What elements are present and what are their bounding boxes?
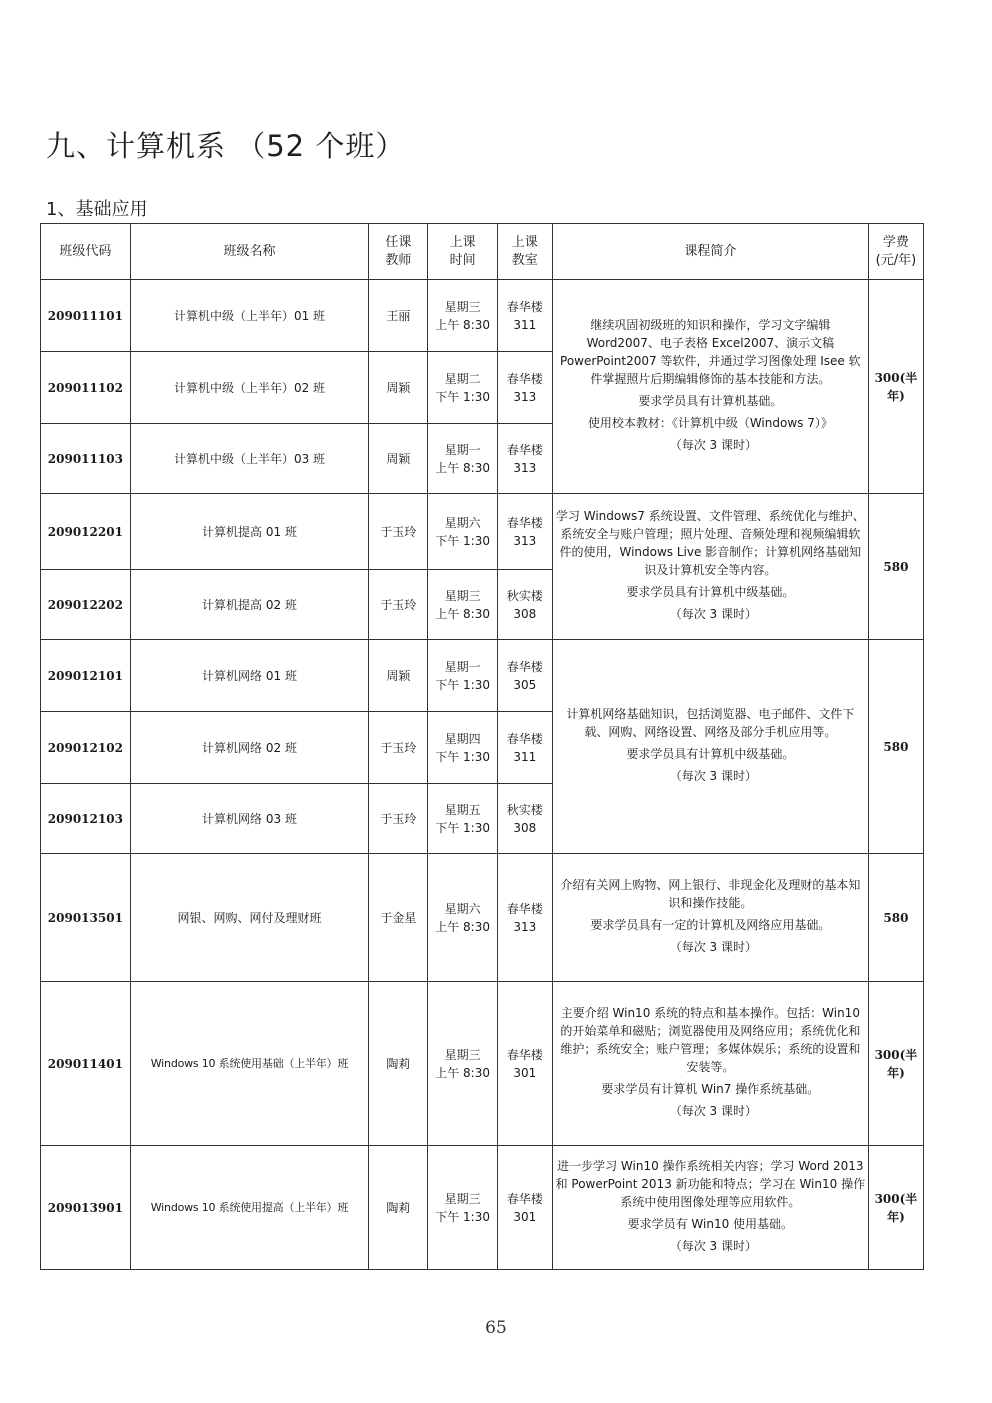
table-row <box>41 854 924 982</box>
classroom: 秋实楼 308 <box>497 784 552 854</box>
class-name: 计算机中级（上半年）02 班 <box>130 352 369 424</box>
class-time: 星期二 下午 1:30 <box>428 352 497 424</box>
tuition-fee: 580 <box>868 494 923 640</box>
header-desc: 课程简介 <box>552 224 868 280</box>
teacher: 于玉玲 <box>369 570 428 640</box>
class-code: 209012101 <box>41 640 131 712</box>
header-code: 班级代码 <box>41 224 131 280</box>
teacher: 周颖 <box>369 424 428 494</box>
header-room: 上课 教室 <box>497 224 552 280</box>
class-time: 星期三 上午 8:30 <box>428 280 497 352</box>
teacher: 周颖 <box>369 640 428 712</box>
tuition-fee: 580 <box>868 640 923 854</box>
course-description: 继续巩固初级班的知识和操作，学习文字编辑 Word2007、电子表格 Excel2007、演示文稿 PowerPoint2007 等软件，并通过学习图像处理 Isee 软件掌握照片后期编辑修饰的基本技能和方法。 要求学员具有计算机基础。 使用校本教材：《计算机中级（Windows 7）》 （每次 3 课时） <box>552 280 868 494</box>
tuition-fee: 300(半年) <box>868 280 923 494</box>
table-row <box>41 494 924 570</box>
teacher: 陶莉 <box>369 1146 428 1270</box>
course-description: 进一步学习 Win10 操作系统相关内容；学习 Word 2013 和 PowerPoint 2013 新功能和特点；学习在 Win10 操作系统中使用图像处理等应用软件。 要求学员有 Win10 使用基础。 （每次 3 课时） <box>552 1146 868 1270</box>
teacher: 于玉玲 <box>369 784 428 854</box>
table-row <box>41 640 924 712</box>
teacher: 王丽 <box>369 280 428 352</box>
class-code: 209012202 <box>41 570 131 640</box>
tuition-fee: 300(半年) <box>868 1146 923 1270</box>
class-time: 星期六 下午 1:30 <box>428 494 497 570</box>
class-time: 星期四 下午 1:30 <box>428 712 497 784</box>
classroom: 春华楼 313 <box>497 854 552 982</box>
classroom: 春华楼 301 <box>497 982 552 1146</box>
class-name: 计算机网络 03 班 <box>130 784 369 854</box>
class-code: 209012103 <box>41 784 131 854</box>
tuition-fee: 300(半年) <box>868 982 923 1146</box>
table-row <box>41 1146 924 1270</box>
class-name: 计算机中级（上半年）03 班 <box>130 424 369 494</box>
class-code: 209012201 <box>41 494 131 570</box>
teacher: 于玉玲 <box>369 712 428 784</box>
class-time: 星期一 下午 1:30 <box>428 640 497 712</box>
class-time: 星期三 下午 1:30 <box>428 1146 497 1270</box>
header-teacher: 任课 教师 <box>369 224 428 280</box>
course-description: 计算机网络基础知识，包括浏览器、电子邮件、文件下载、网购、网络设置、网络及部分手机应用等。 要求学员具有计算机中级基础。 （每次 3 课时） <box>552 640 868 854</box>
tuition-fee: 580 <box>868 854 923 982</box>
class-name: 计算机提高 01 班 <box>130 494 369 570</box>
class-name: Windows 10 系统使用基础（上半年）班 <box>130 982 369 1146</box>
class-time: 星期六 上午 8:30 <box>428 854 497 982</box>
class-code: 209011102 <box>41 352 131 424</box>
class-code: 209012102 <box>41 712 131 784</box>
class-code: 209011101 <box>41 280 131 352</box>
class-time: 星期三 上午 8:30 <box>428 570 497 640</box>
class-name: 网银、网购、网付及理财班 <box>130 854 369 982</box>
classroom: 春华楼 313 <box>497 494 552 570</box>
page-title: 九、计算机系 （52 个班） <box>46 129 406 163</box>
class-name: 计算机提高 02 班 <box>130 570 369 640</box>
classroom: 秋实楼 308 <box>497 570 552 640</box>
header-fee: 学费 (元/年) <box>868 224 923 280</box>
class-code: 209013901 <box>41 1146 131 1270</box>
table-row <box>41 280 924 352</box>
classroom: 春华楼 313 <box>497 424 552 494</box>
classroom: 春华楼 311 <box>497 712 552 784</box>
class-time: 星期一 上午 8:30 <box>428 424 497 494</box>
teacher: 于玉玲 <box>369 494 428 570</box>
classroom: 春华楼 313 <box>497 352 552 424</box>
class-name: 计算机中级（上半年）01 班 <box>130 280 369 352</box>
section-title: 1、基础应用 <box>46 199 148 220</box>
table-header-row <box>41 224 924 280</box>
class-code: 209011401 <box>41 982 131 1146</box>
classroom: 春华楼 301 <box>497 1146 552 1270</box>
classroom: 春华楼 305 <box>497 640 552 712</box>
teacher: 周颖 <box>369 352 428 424</box>
teacher: 于金星 <box>369 854 428 982</box>
class-name: 计算机网络 02 班 <box>130 712 369 784</box>
course-description: 介绍有关网上购物、网上银行、非现金化及理财的基本知识和操作技能。 要求学员具有一定的计算机及网络应用基础。 （每次 3 课时） <box>552 854 868 982</box>
header-name: 班级名称 <box>130 224 369 280</box>
class-name: 计算机网络 01 班 <box>130 640 369 712</box>
class-code: 209013501 <box>41 854 131 982</box>
page-number: 65 <box>485 1318 507 1338</box>
table-row <box>41 982 924 1146</box>
class-time: 星期三 上午 8:30 <box>428 982 497 1146</box>
class-name: Windows 10 系统使用提高（上半年）班 <box>130 1146 369 1270</box>
class-time: 星期五 下午 1:30 <box>428 784 497 854</box>
classroom: 春华楼 311 <box>497 280 552 352</box>
course-description: 学习 Windows7 系统设置、文件管理、系统优化与维护、系统安全与账户管理；照片处理、音频处理和视频编辑软件的使用，Windows Live 影音制作；计算机网络基础知识及计算机安全等内容。 要求学员具有计算机中级基础。 （每次 3 课时） <box>552 494 868 640</box>
course-table <box>40 223 924 1270</box>
course-description: 主要介绍 Win10 系统的特点和基本操作。包括：Win10 的开始菜单和磁贴；浏览器使用及网络应用；系统优化和维护；系统安全；账户管理；多媒体娱乐；系统的设置和安装等。 要求学员有计算机 Win7 操作系统基础。 （每次 3 课时） <box>552 982 868 1146</box>
header-time: 上课 时间 <box>428 224 497 280</box>
class-code: 209011103 <box>41 424 131 494</box>
teacher: 陶莉 <box>369 982 428 1146</box>
